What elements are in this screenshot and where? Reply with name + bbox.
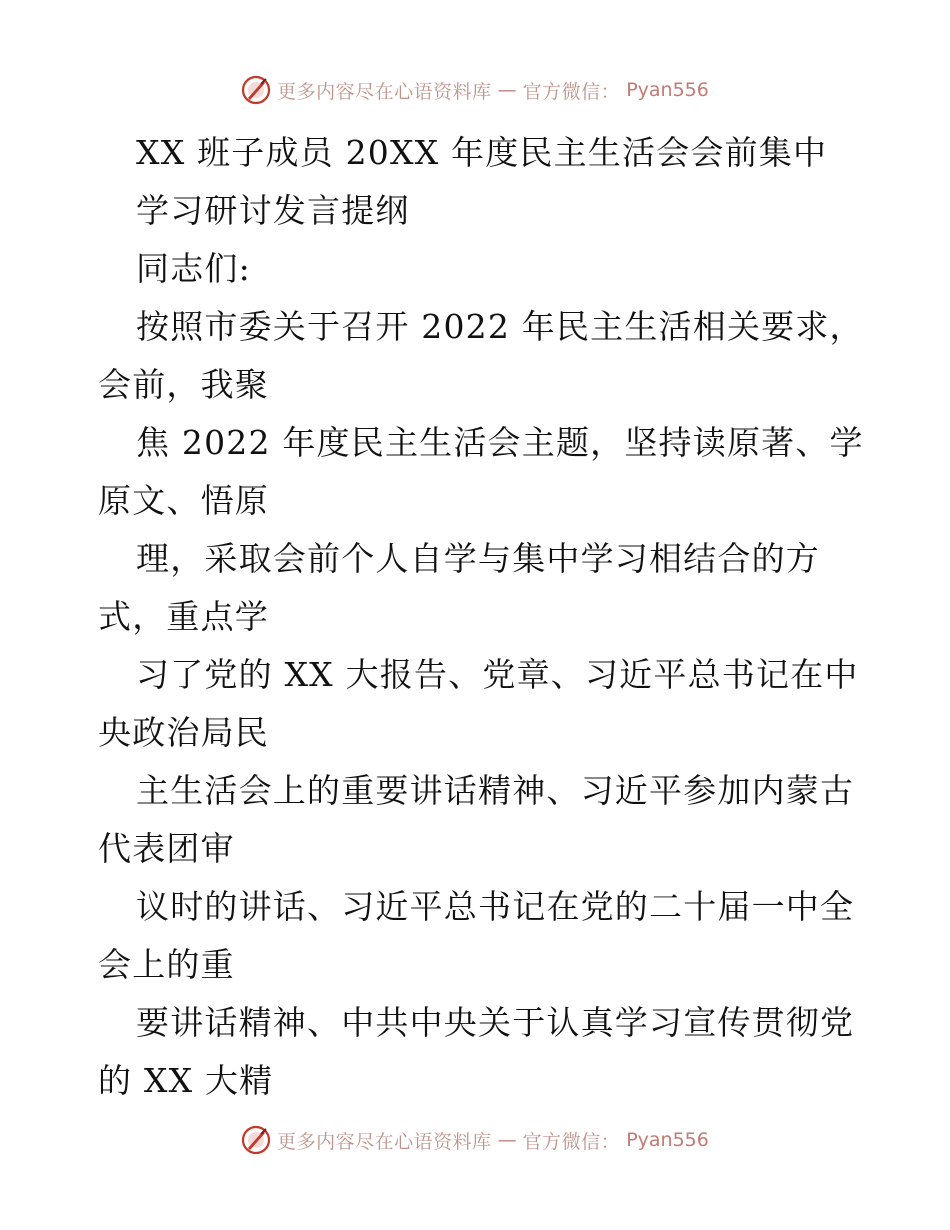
quill-logo-icon (241, 75, 271, 105)
header-banner (0, 70, 950, 110)
text-line: 央政治局民 (98, 713, 269, 752)
text-line: XX 班子成员 20XX 年度民主生活会会前集中 (136, 133, 828, 172)
banner-content (241, 1125, 709, 1155)
text-line: 式，重点学 (98, 597, 269, 636)
text-line: 会上的重 (98, 945, 235, 984)
banner-text: 更多内容尽在心语资料库 (277, 1130, 492, 1153)
text-line: 要讲话精神、中共中央关于认真学习宣传贯彻党 (136, 1003, 855, 1042)
banner-account: Pyan556 (626, 1129, 709, 1151)
text-line: 议时的讲话、习近平总书记在党的二十届一中全 (136, 887, 855, 926)
document-body (98, 124, 864, 1110)
text-line: 按照市委关于召开 2022 年民主生活相关要求， (136, 307, 864, 346)
banner-label: 官方微信： (522, 80, 621, 103)
text-line: 学习研讨发言提纲 (136, 191, 410, 230)
banner-separator: — (497, 79, 517, 101)
banner-separator: — (497, 1129, 517, 1151)
text-line: 习了党的 XX 大报告、党章、习近平总书记在中 (136, 655, 859, 694)
banner-content (241, 75, 709, 105)
text-line: 的 XX 大精 (98, 1061, 274, 1100)
text-line: 同志们: (136, 249, 251, 288)
text-line: 会前，我聚 (98, 365, 269, 404)
banner-label: 官方微信： (522, 1130, 621, 1153)
banner-text: 更多内容尽在心语资料库 (277, 80, 492, 103)
footer-banner (0, 1120, 950, 1160)
quill-logo-icon (241, 1125, 271, 1155)
text-line: 主生活会上的重要讲话精神、习近平参加内蒙古 (136, 771, 855, 810)
text-line: 原文、悟原 (98, 481, 269, 520)
text-line: 焦 2022 年度民主生活会主题，坚持读原著、学 (136, 423, 864, 462)
text-line: 代表团审 (98, 829, 235, 868)
text-line: 理，采取会前个人自学与集中学习相结合的方 (136, 539, 820, 578)
banner-account: Pyan556 (626, 79, 709, 101)
